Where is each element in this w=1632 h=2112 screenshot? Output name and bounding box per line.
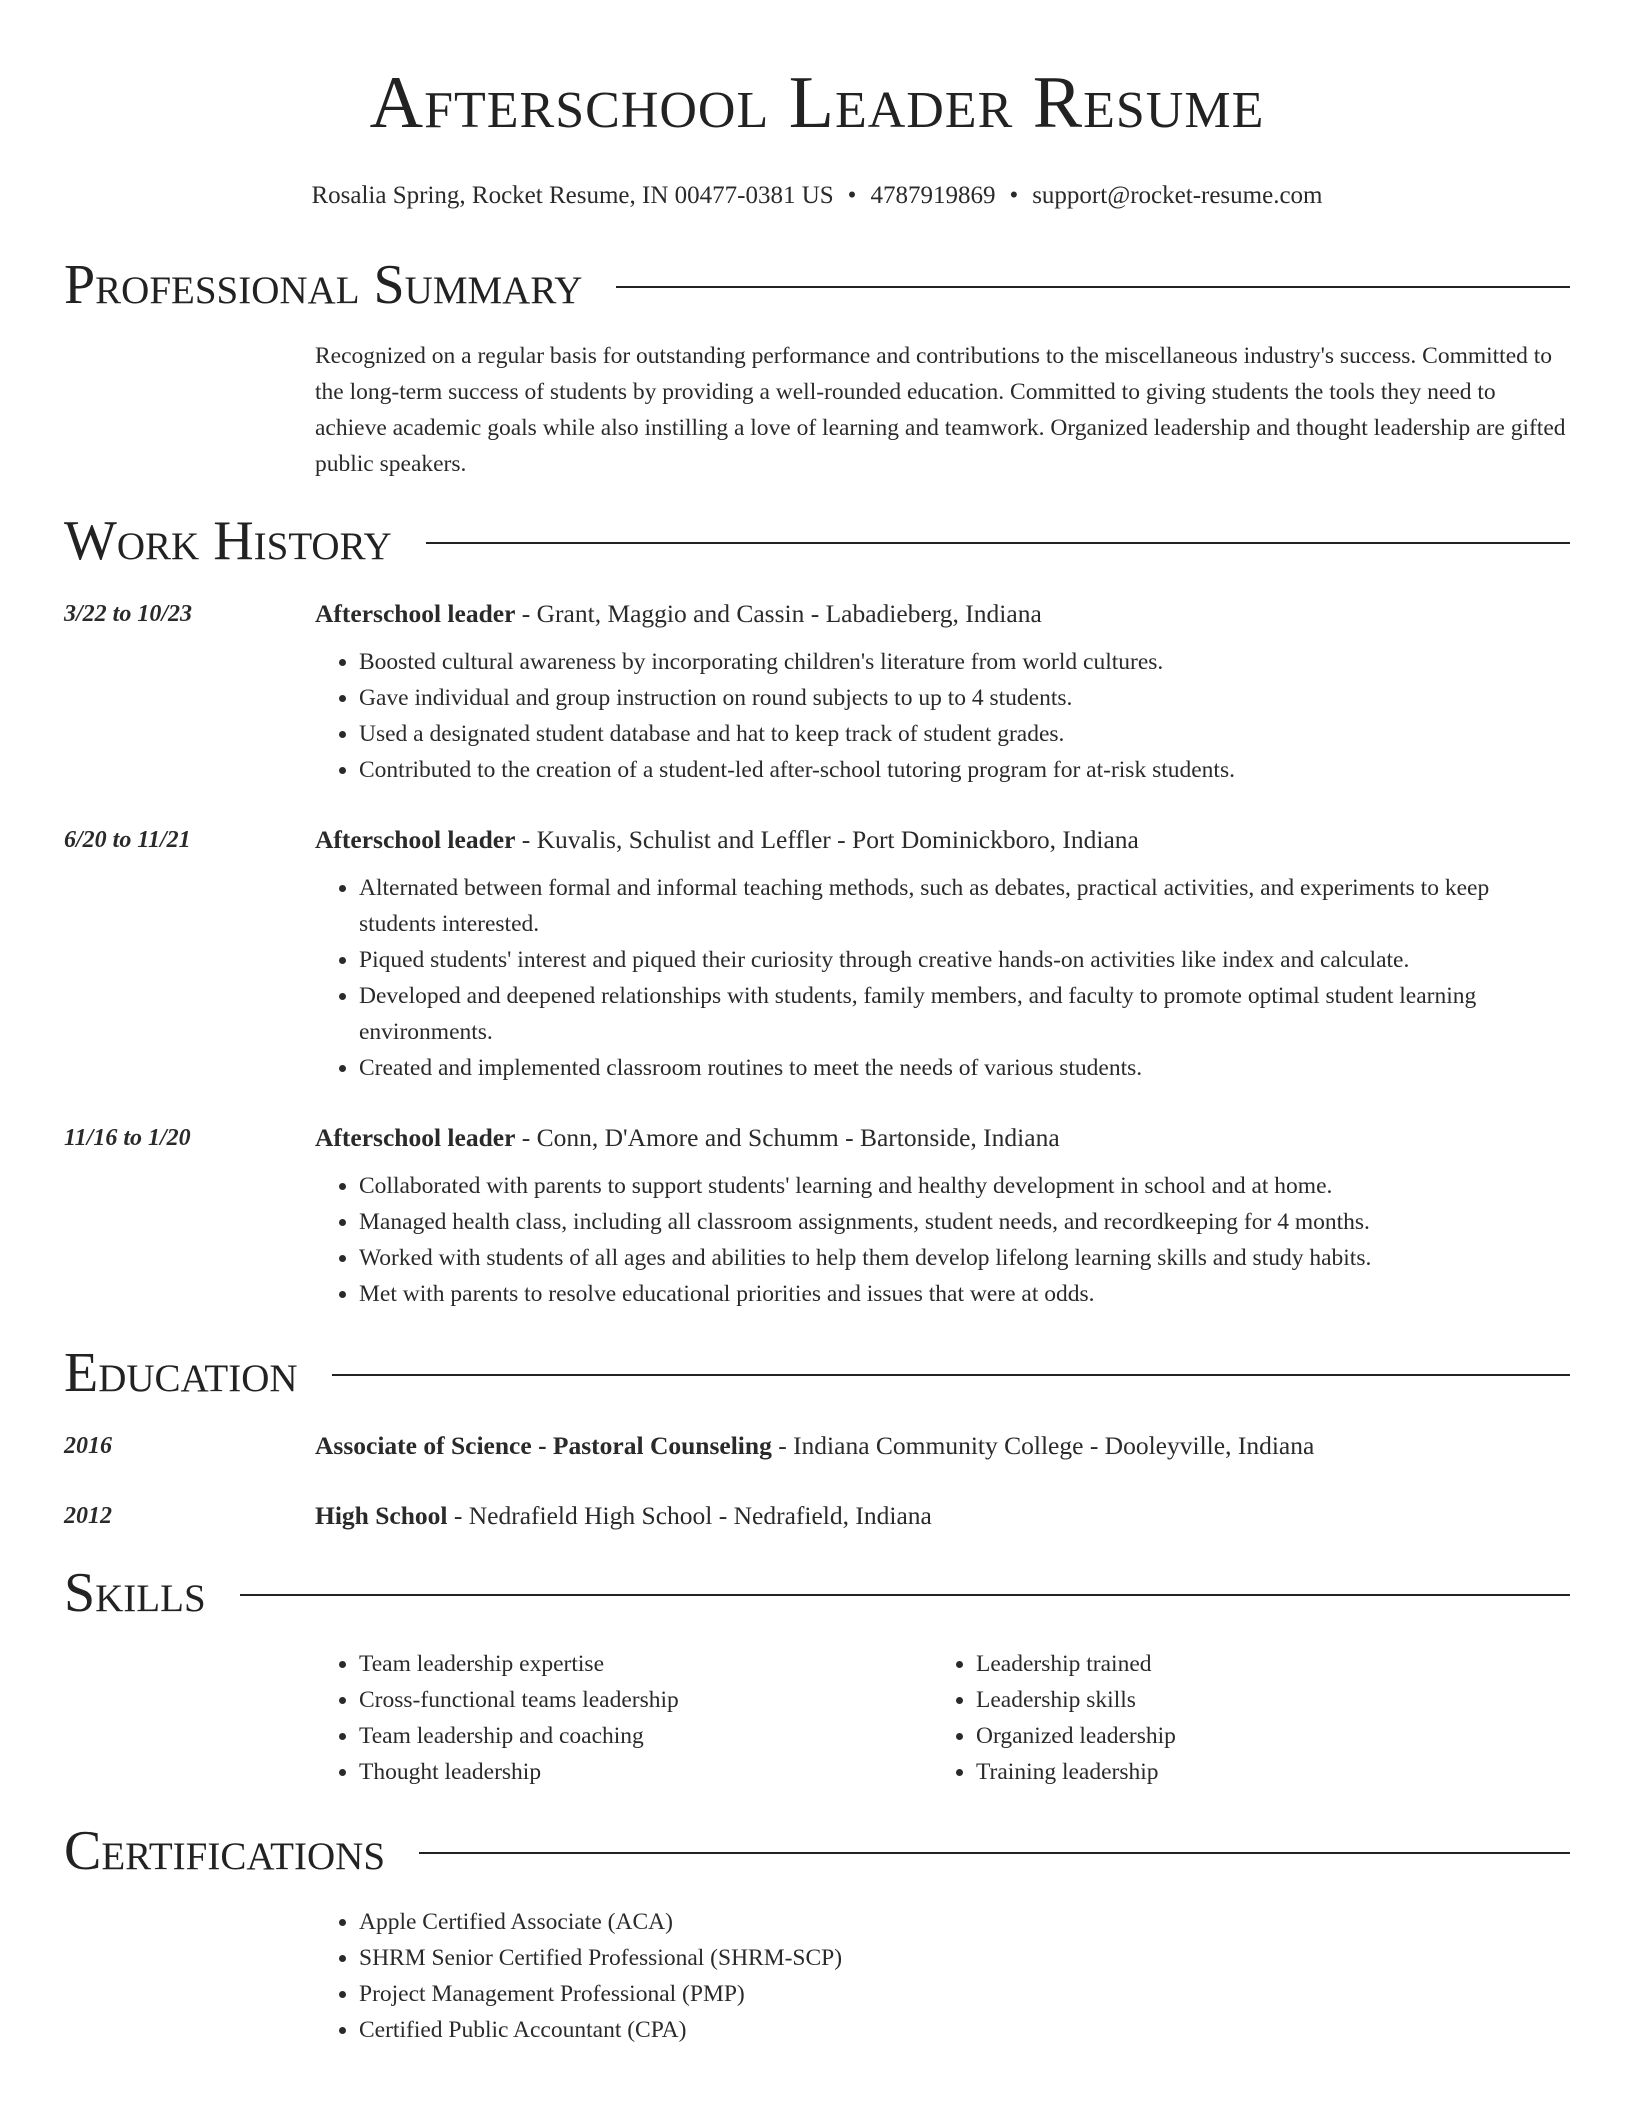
job-header bbox=[315, 820, 1570, 860]
education-details: - Nedrafield High School - Nedrafield, Indiana bbox=[447, 1500, 932, 1530]
education-body bbox=[315, 1426, 1570, 1466]
certifications-bullets bbox=[315, 1904, 1570, 2048]
education-year: 2016 bbox=[64, 1432, 112, 1459]
list-item: • Met with parents to resolve educational priorities and issues that were at odds. bbox=[359, 1276, 1570, 1312]
skills-heading: Skills bbox=[64, 1561, 206, 1624]
list-item: • Team leadership expertise bbox=[359, 1646, 932, 1682]
education-degree: High School bbox=[315, 1500, 448, 1530]
section-divider bbox=[426, 542, 1570, 544]
certifications-heading: Certifications bbox=[64, 1819, 386, 1882]
list-item: • Gave individual and group instruction on round subjects to up to 4 students. bbox=[359, 680, 1570, 716]
summary-section-header bbox=[64, 250, 1570, 320]
job-header bbox=[315, 1118, 1570, 1158]
education-header bbox=[315, 1426, 1570, 1466]
contact-email: support@rocket-resume.com bbox=[1032, 182, 1323, 209]
contact-address: Rosalia Spring, Rocket Resume, IN 00477-0381 US bbox=[311, 182, 834, 209]
list-item: • Created and implemented classroom routines to meet the needs of various students. bbox=[359, 1050, 1570, 1086]
list-item: • Piqued students' interest and piqued their curiosity through creative hands-on activities like index and calculate. bbox=[359, 942, 1570, 978]
section-divider bbox=[240, 1594, 1570, 1596]
section-divider bbox=[616, 286, 1570, 288]
education-details: - Indiana Community College - Dooleyville, Indiana bbox=[771, 1430, 1315, 1460]
summary-text: Recognized on a regular basis for outstanding performance and contributions to the miscellaneous industry's success. Committed to the long-term success of students by providing a well-rounded education. Committed to giving students the tools they need to achieve academic goals while also instilling a love of learning and teamwork. Organized leadership and thought leadership are gifted public speakers. bbox=[315, 343, 1566, 477]
education-body bbox=[315, 1496, 1570, 1536]
list-item: • Developed and deepened relationships with students, family members, and faculty to promote optimal student learning environments. bbox=[359, 978, 1570, 1050]
job-title: Afterschool leader bbox=[315, 824, 516, 854]
summary-heading: Professional Summary bbox=[64, 254, 583, 316]
contact-separator: • bbox=[1009, 182, 1019, 209]
education-entry bbox=[64, 1426, 1570, 1466]
education-section-header bbox=[64, 1338, 1570, 1408]
education-year: 2012 bbox=[64, 1502, 112, 1529]
job-dates: 11/16 to 1/20 bbox=[64, 1124, 191, 1151]
list-item: • Organized leadership bbox=[976, 1718, 1549, 1754]
skills-list bbox=[315, 1646, 1570, 1790]
job-entry bbox=[64, 1118, 1570, 1312]
skills-column-right bbox=[932, 1646, 1549, 1790]
list-item: • Apple Certified Associate (ACA) bbox=[359, 1904, 1570, 1940]
job-bullets bbox=[315, 870, 1570, 1086]
contact-phone: 4787919869 bbox=[870, 182, 996, 209]
job-body bbox=[315, 1118, 1570, 1312]
certifications-list bbox=[315, 1904, 1570, 2048]
list-item: • Alternated between formal and informal teaching methods, such as debates, practical activities, and experiments to keep students interested. bbox=[359, 870, 1570, 942]
resume-page bbox=[64, 0, 1570, 2048]
list-item: • Training leadership bbox=[976, 1754, 1549, 1790]
list-item: • Cross-functional teams leadership bbox=[359, 1682, 932, 1718]
list-item: • Project Management Professional (PMP) bbox=[359, 1976, 1570, 2012]
job-bullets bbox=[315, 1168, 1570, 1312]
job-body bbox=[315, 820, 1570, 1086]
skills-column-left bbox=[315, 1646, 932, 1790]
skills-section-header bbox=[64, 1558, 1570, 1628]
certifications-section-header bbox=[64, 1816, 1570, 1886]
list-item: • Boosted cultural awareness by incorporating children's literature from world cultures. bbox=[359, 644, 1570, 680]
list-item: • Used a designated student database and hat to keep track of student grades. bbox=[359, 716, 1570, 752]
job-dates: 3/22 to 10/23 bbox=[64, 600, 193, 627]
job-details: - Kuvalis, Schulist and Leffler - Port Dominickboro, Indiana bbox=[515, 824, 1139, 854]
job-entry bbox=[64, 820, 1570, 1086]
list-item: • Leadership skills bbox=[976, 1682, 1549, 1718]
education-entry bbox=[64, 1496, 1570, 1536]
list-item: • Certified Public Accountant (CPA) bbox=[359, 2012, 1570, 2048]
skills-bullets bbox=[932, 1646, 1549, 1790]
education-header bbox=[315, 1496, 1570, 1536]
job-details: - Grant, Maggio and Cassin - Labadieberg, Indiana bbox=[515, 598, 1042, 628]
list-item: • Collaborated with parents to support students' learning and healthy development in school and at home. bbox=[359, 1168, 1570, 1204]
list-item: • Contributed to the creation of a student-led after-school tutoring program for at-risk students. bbox=[359, 752, 1570, 788]
education-degree: Associate of Science - Pastoral Counseling bbox=[315, 1430, 772, 1460]
list-item: • SHRM Senior Certified Professional (SHRM-SCP) bbox=[359, 1940, 1570, 1976]
resume-title: Afterschool Leader Resume bbox=[369, 62, 1265, 144]
work-section-header bbox=[64, 506, 1570, 576]
job-bullets bbox=[315, 644, 1570, 788]
contact-line bbox=[64, 180, 1570, 212]
job-title: Afterschool leader bbox=[315, 598, 516, 628]
job-title: Afterschool leader bbox=[315, 1122, 516, 1152]
job-dates: 6/20 to 11/21 bbox=[64, 826, 191, 853]
contact-separator: • bbox=[847, 182, 857, 209]
list-item: • Team leadership and coaching bbox=[359, 1718, 932, 1754]
job-body bbox=[315, 594, 1570, 788]
job-header bbox=[315, 594, 1570, 634]
job-entry bbox=[64, 594, 1570, 788]
section-divider bbox=[419, 1852, 1570, 1854]
skills-bullets bbox=[315, 1646, 932, 1790]
list-item: • Thought leadership bbox=[359, 1754, 932, 1790]
work-heading: Work History bbox=[64, 509, 392, 572]
section-divider bbox=[332, 1374, 1570, 1376]
list-item: • Worked with students of all ages and abilities to help them develop lifelong learning skills and study habits. bbox=[359, 1240, 1570, 1276]
education-heading: Education bbox=[64, 1341, 298, 1404]
list-item: • Leadership trained bbox=[976, 1646, 1549, 1682]
list-item: • Managed health class, including all classroom assignments, student needs, and recordkeeping for 4 months. bbox=[359, 1204, 1570, 1240]
job-details: - Conn, D'Amore and Schumm - Bartonside, Indiana bbox=[515, 1122, 1060, 1152]
